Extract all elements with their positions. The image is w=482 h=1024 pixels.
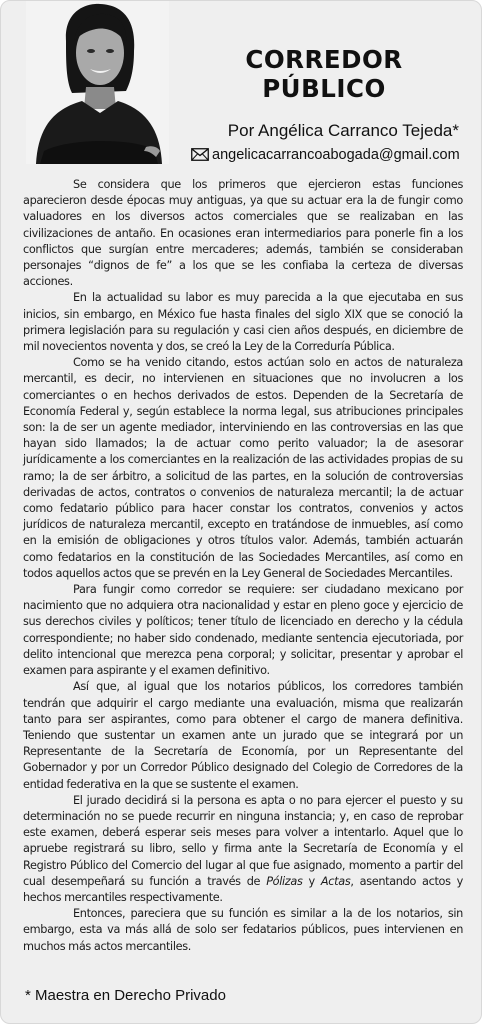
paragraph-7: Entonces, pareciera que su función es similar a la de los notarios, sin embargo, esta va más allá de solo ser fedatarios públicos, pues intervienen en muchos más actos mercantiles. — [23, 907, 463, 953]
paragraph-1: Se considera que los primeros que ejercieron estas funciones aparecieron desde épocas muy antiguas, ya que su actuar era la de fungir como valuadores en los diversos actos comerciales que se realizaban en las civilizaciones de antaño. En ocasiones eran intermediarios para ponerle fin a los conflictos que surgían entre mercaderes; además, también se consideraban personajes “dignos de fe” a los que se les confiaba la certeza de diversas acciones. — [23, 178, 463, 289]
author-email[interactable] — [191, 147, 459, 165]
envelope-icon — [191, 148, 209, 165]
paragraph-2: En la actualidad su labor es muy parecida a la que ejecutaba en sus inicios, sin embargo, en México fue hasta finales del siglo XIX que se conoció la primera legislación para su regulación y casi cien años después, en diciembre de mil novecientos noventa y dos, se creó la Ley de la Correduría Pública. — [23, 291, 463, 354]
email-address[interactable]: angelicacarrancoabogada@gmail.com — [212, 147, 460, 163]
paragraph-6 — [23, 793, 463, 906]
paragraph-6-start: El jurado decidirá si la persona es apta o no para ejercer el puesto y su determinación no se puede recurrir en ninguna instancia; y, en caso de reprobar este examen, deberá esperar seis meses para volver a intentarlo. Aquel que lo apruebe registrará su libro, sello y firma ante la Secretaría de Economía y el Registro Público del Comercio del lugar al que fue asignado, momento a partir del cual desempeñará su función a través de — [23, 793, 463, 888]
article-body — [23, 177, 463, 955]
article-title — [219, 45, 429, 103]
title-line-2: PÚBLICO — [262, 74, 386, 103]
paragraph-4: Para fungir como corredor se requiere: ser ciudadano mexicano por nacimiento que no adquiera otra nacionalidad y estar en pleno goce y ejercicio de sus derechos civiles y políticos; tener título de licenciado en derecho y la cédula correspondiente; no haber sido condenado, mediante sentencia ejecutoriada, por delito intencional que merezca pena corporal; y solicitar, presentar y aprobar el examen para aspirante y el examen definitivo. — [23, 583, 463, 678]
paragraph-6-conjunction: y — [302, 874, 321, 888]
term-actas: Actas — [320, 874, 351, 888]
title-line-1: CORREDOR — [245, 45, 403, 74]
author-byline: Por Angélica Carranco Tejeda* — [227, 121, 459, 140]
term-polizas: Pólizas — [266, 874, 303, 888]
paragraph-3: Como se ha venido citando, estos actúan solo en actos de naturaleza mercantil, es decir, no intervienen en situaciones que no involucren a los comerciantes o en hechos derivados de estos. Dependen de la Secretaría de Economía Federal y, según establece la norma legal, sus atribuciones principales son: la de ser un agente mediador, interviniendo en las controversias en las que hayan sido llamados; la de actuar como perito valuador; la de asesorar jurídicamente a los comerciantes en la realización de las actividades propias de su ramo; la de ser árbitro, a solicitud de las partes, en la solución de controversias derivadas de actos, contratos o convenios de naturaleza mercantil; la de actuar como fedatario público para hacer constar los contratos, convenios y actos jurídicos de naturaleza mercantil, excepto en tratándose de inmuebles, así como en la emisión de obligaciones y otros títulos valor. Además, también actuarán como fedatarios en la constitución de las Sociedades Mercantiles, así como en todos aquellos actos que se prevén en la Ley General de Sociedades Mercantiles. — [23, 356, 463, 580]
paragraph-6-end: , asentando actos y hechos mercantiles respectivamente. — [23, 874, 464, 904]
author-portrait-icon — [26, 1, 169, 164]
author-photo — [26, 1, 169, 164]
paragraph-5: Así que, al igual que los notarios públicos, los corredores también tendrán que adquirir el cargo mediante una evaluación, misma que realizarán tanto para ser aspirantes, como para obtener el cargo de manera definitiva. Teniendo que sustentar un examen ante un jurado que se integrará por un Representante de la Secretaría de Economía, por un Representante del Gobernador y por un Corredor Público designado del Colegio de Corredores de la entidad federativa en la que se sustente el examen. — [23, 680, 463, 791]
author-footnote: * Maestra en Derecho Privado — [25, 987, 226, 1004]
